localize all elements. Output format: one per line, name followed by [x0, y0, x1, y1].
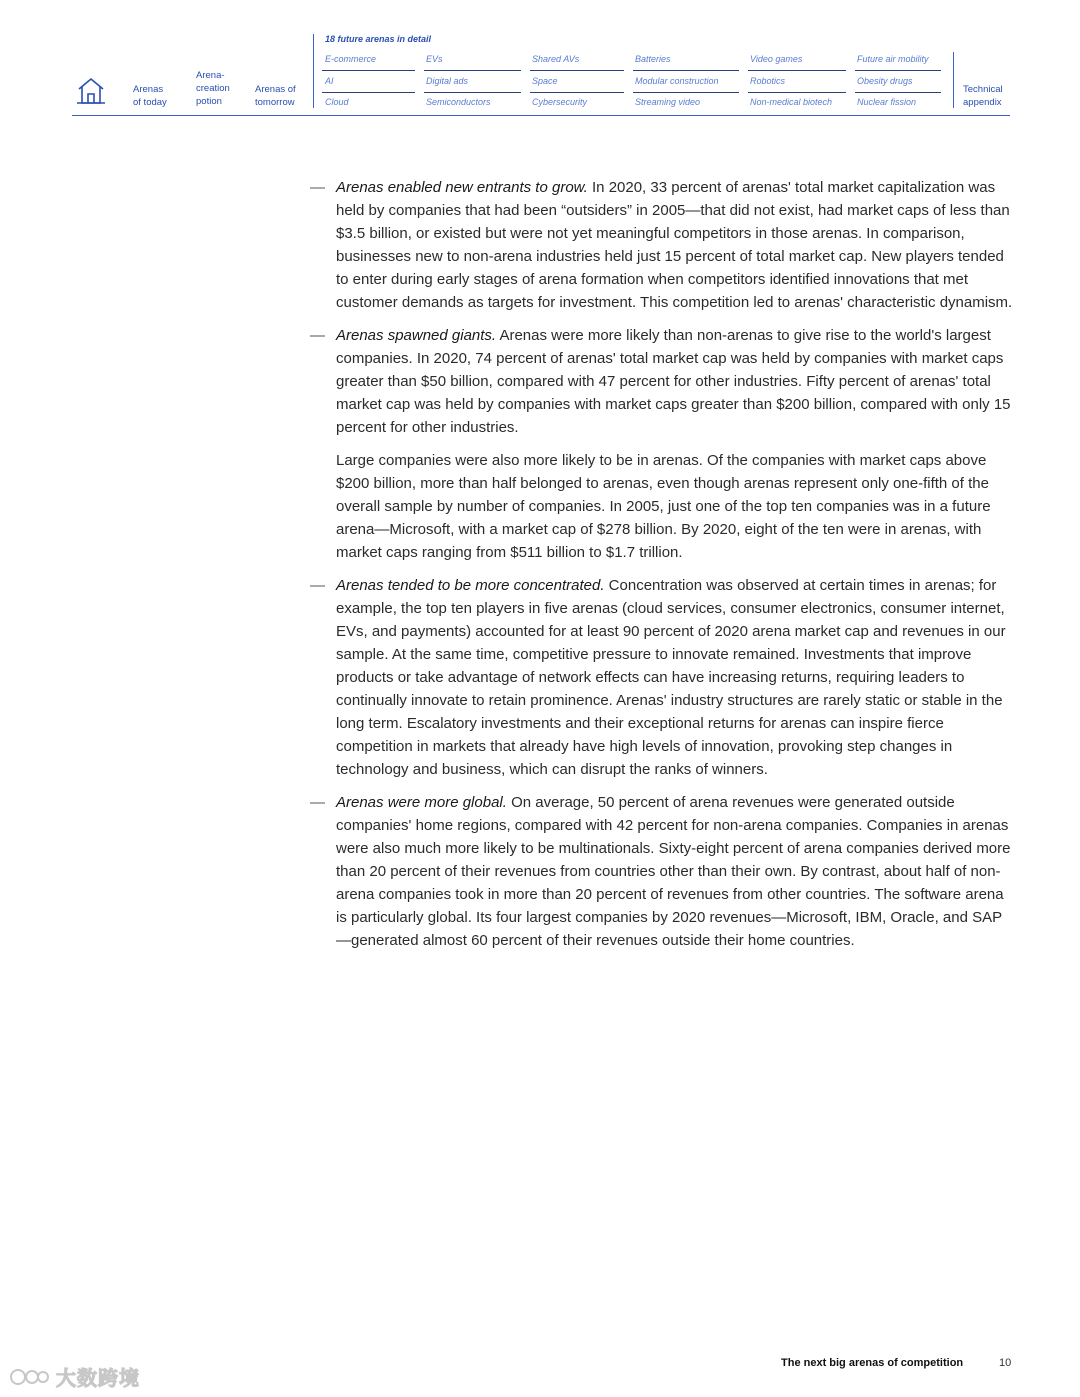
- bullet-lead: Arenas were more global.: [336, 794, 507, 811]
- arena-link-shared-avs[interactable]: Shared AVs: [532, 54, 580, 64]
- bullet-lead: Arenas spawned giants.: [336, 327, 497, 344]
- arena-link-e-commerce[interactable]: E-commerce: [325, 54, 377, 64]
- arena-link-cybersecurity[interactable]: Cybersecurity: [532, 97, 588, 107]
- footer-report-title: The next big arenas of competition: [781, 1357, 964, 1369]
- arena-link-nuclear-fission[interactable]: Nuclear fission: [857, 97, 917, 107]
- nav-underline: [72, 115, 1010, 116]
- arena-divider: [424, 70, 521, 71]
- bullet-lead: Arenas tended to be more concentrated.: [336, 577, 605, 594]
- dash-bullet: —: [310, 794, 325, 811]
- main-content: [310, 176, 1015, 962]
- arena-link-obesity-drugs[interactable]: Obesity drugs: [857, 76, 913, 86]
- nav-link-label: appendix: [963, 97, 1002, 108]
- bullet-text: In 2020, 33 percent of arenas' total market capitalization was held by companies that had been “outsiders” in 2005—that did not exist, had market caps of less than $3.5 billion, or existed but were not yet meaningful competitors in those arenas. In comparison, businesses new to non-arena industries held just 15 percent of total market cap. New players tended to enter during early stages of arena formation when competitors identified innovations that met customer demands as targets for investment. This competition led to arenas' characteristic dynamism.: [336, 179, 1013, 311]
- bullet-paragraph: [336, 791, 1015, 952]
- arena-divider: [530, 70, 624, 71]
- nav-link-label: Arenas of: [255, 84, 296, 95]
- bullet-lead: Arenas enabled new entrants to grow.: [336, 179, 588, 196]
- arena-link-semiconductors[interactable]: Semiconductors: [426, 97, 491, 107]
- watermark-logo-icon: [8, 1366, 50, 1388]
- nav-link-label: tomorrow: [255, 97, 295, 108]
- top-navigation: [0, 0, 1080, 120]
- arena-divider: [322, 92, 415, 93]
- arena-link-ai[interactable]: AI: [325, 76, 334, 86]
- arena-divider: [633, 70, 739, 71]
- bullet-text: Arenas were more likely than non-arenas to give rise to the world's largest companies. In 2020, 74 percent of arenas' total market cap was held by companies with market caps greater than $50 billion, compared with 47 percent for other industries. Fifty percent of arenas' total market cap was held by companies with market caps greater than $200 billion, compared with only 15 percent for other industries.: [336, 327, 1011, 436]
- arena-link-streaming-video[interactable]: Streaming video: [635, 97, 701, 107]
- arena-divider: [748, 70, 846, 71]
- arena-link-non-medical-biotech[interactable]: Non-medical biotech: [750, 97, 833, 107]
- dash-bullet: —: [310, 577, 325, 594]
- arena-divider: [855, 92, 941, 93]
- bullet-item: [310, 574, 1015, 781]
- arena-link-evs[interactable]: EVs: [426, 54, 443, 64]
- arena-link-video-games[interactable]: Video games: [750, 54, 803, 64]
- nav-link-label: creation: [196, 83, 230, 94]
- arena-divider: [530, 92, 624, 93]
- watermark-text: 大数跨境: [56, 1368, 140, 1390]
- arena-link-cloud[interactable]: Cloud: [325, 97, 349, 107]
- page-number: 10: [999, 1357, 1012, 1369]
- watermark: [8, 1362, 140, 1391]
- dash-bullet: —: [310, 179, 325, 196]
- nav-divider: [953, 52, 954, 108]
- nav-divider: [313, 34, 314, 108]
- bullet-text: Concentration was observed at certain times in arenas; for example, the top ten players in five arenas (cloud services, consumer electronics, consumer internet, EVs, and payments) accounted for at least 90 percent of 2020 arena market cap and revenues in our sample. At the same time, competitive pressure to innovate remained. Investments that improve products or take advantage of network effects can have increasing returns, requiring leaders to continually innovate to retain prominence. Arenas' industry structures are rarely static or stable in the long term. Escalatory investments and their exceptional returns for arenas can inspire fierce competition in markets that already have high levels of innovation, provoking step changes in technology and business, which can disrupt the ranks of winners.: [336, 577, 1006, 778]
- arena-divider: [748, 92, 846, 93]
- arena-divider: [855, 70, 941, 71]
- bullet-text: On average, 50 percent of arena revenues were generated outside companies' home regions, compared with 42 percent for non-arena companies. Companies in arenas were also much more likely to be multinationals. Sixty-eight percent of arena companies derived more than 20 percent of their revenues from countries other than their own. By contrast, about half of non-arena companies took in more than 20 percent of revenues from other countries. The software arena is particularly global. Its four largest companies by 2020 revenues—Microsoft, IBM, Oracle, and SAP—generated almost 60 percent of their revenues outside their home countries.: [336, 794, 1011, 949]
- bullet-paragraph: [336, 176, 1015, 314]
- arena-link-future-air-mobility[interactable]: Future air mobility: [857, 54, 929, 64]
- nav-link-label: Arena-: [196, 70, 225, 81]
- arena-link-digital-ads[interactable]: Digital ads: [426, 76, 469, 86]
- nav-link-label: Arenas: [133, 84, 164, 95]
- nav-link-label: of today: [133, 97, 167, 108]
- nav-link-arenas-of-today[interactable]: [133, 83, 167, 109]
- arena-link-batteries[interactable]: Batteries: [635, 54, 671, 64]
- nav-link-label: Technical: [963, 84, 1003, 95]
- nav-link-technical-appendix[interactable]: [963, 83, 1003, 109]
- detail-section-title: 18 future arenas in detail: [325, 34, 432, 44]
- nav-link-label: potion: [196, 96, 222, 107]
- bullet-item: [310, 791, 1015, 952]
- bullet-paragraph: [336, 324, 1015, 439]
- dash-bullet: —: [310, 327, 325, 344]
- bullet-item: [310, 324, 1015, 564]
- arena-link-modular-construction[interactable]: Modular construction: [635, 76, 719, 86]
- arena-link-space[interactable]: Space: [532, 76, 558, 86]
- bullet-item: [310, 176, 1015, 314]
- arena-divider: [424, 92, 521, 93]
- nav-link-arenas-of-tomorrow[interactable]: [255, 83, 296, 109]
- bullet-paragraph: [336, 574, 1015, 781]
- arena-link-robotics[interactable]: Robotics: [750, 76, 786, 86]
- arena-divider: [633, 92, 739, 93]
- bullet-continuation: Large companies were also more likely to be in arenas. Of the companies with market caps above $200 billion, more than half belonged to arenas, even though arenas represent only one-fifth of the overall sample by number of companies. In 2005, just one of the top ten companies was in a future arena—Microsoft, with a market cap of $278 billion. By 2020, eight of the ten were in arenas, with market caps ranging from $511 billion to $1.7 trillion.: [336, 452, 991, 561]
- home-icon[interactable]: [76, 76, 106, 106]
- nav-link-arena-creation-potion[interactable]: [196, 69, 230, 108]
- arena-divider: [322, 70, 415, 71]
